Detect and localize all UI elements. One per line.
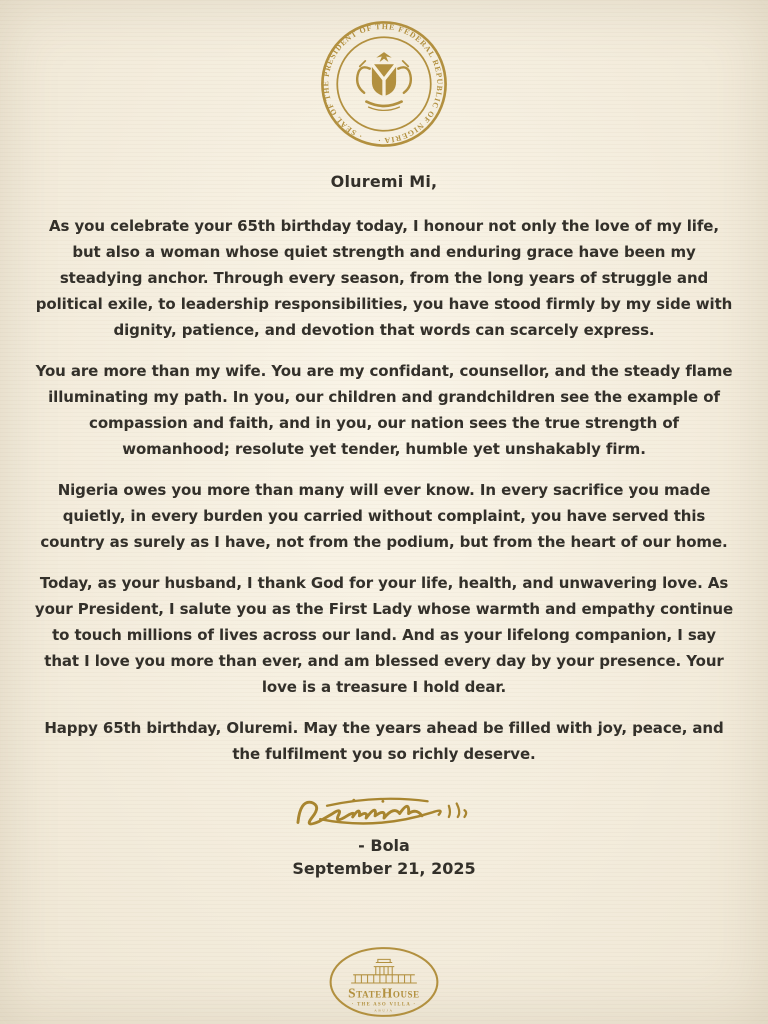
signer-name: - Bola	[358, 836, 410, 855]
signature-block	[34, 782, 734, 878]
paragraph-5: Happy 65th birthday, Oluremi. May the years ahead be filled with joy, peace, and the fulfilment you so richly deserve.	[44, 719, 724, 763]
coat-of-arms-icon	[357, 52, 411, 110]
statehouse-emblem-icon	[322, 944, 446, 1020]
seal-ring-text: · SEAL OF THE PRESIDENT OF THE FEDERAL REPUBLIC OF NIGERIA ·	[321, 21, 445, 146]
letter-date: September 21, 2025	[292, 859, 476, 878]
presidential-seal-icon	[318, 18, 450, 150]
statehouse-logo	[322, 944, 446, 1020]
paragraph-3: Nigeria owes you more than many will ever know. In every sacrifice you made quietly, in every burden you carried without complaint, you have served this country as surely as I have, not from the podium, but from the heart of our home.	[40, 481, 728, 551]
signature-icon	[289, 782, 479, 834]
paragraph-2: You are more than my wife. You are my confidant, counsellor, and the steady flame illuminating my path. In you, our children and grandchildren see the example of compassion and faith, and in you, our nation sees the true strength of womanhood; resolute yet tender, humble yet unshakably firm.	[35, 362, 733, 458]
statehouse-tagline-text: · THE ASO VILLA ·	[351, 1002, 417, 1008]
statehouse-location-text: ABUJA	[374, 1008, 394, 1013]
paragraph-4: Today, as your husband, I thank God for your life, health, and unwavering love. As your President, I salute you as the First Lady whose warmth and empathy continue to touch millions of lives across our land. And as your lifelong companion, I say that I love you more than ever, and am blessed every day by your presence. Your love is a treasure I hold dear.	[34, 574, 734, 696]
villa-building-icon	[351, 959, 417, 983]
paragraph-1: As you celebrate your 65th birthday today, I honour not only the love of my life, but also a woman whose quiet strength and enduring grace have been my steadying anchor. Through every season, from the long years of struggle and political exile, to leadership responsibilities, you have stood firmly by my side with dignity, patience, and devotion that words can scarcely express.	[35, 217, 733, 339]
salutation: Oluremi Mi,	[330, 172, 438, 191]
statehouse-brand-text: StateHouse	[348, 985, 420, 1001]
presidential-seal	[318, 18, 450, 150]
letter-body	[34, 172, 734, 878]
